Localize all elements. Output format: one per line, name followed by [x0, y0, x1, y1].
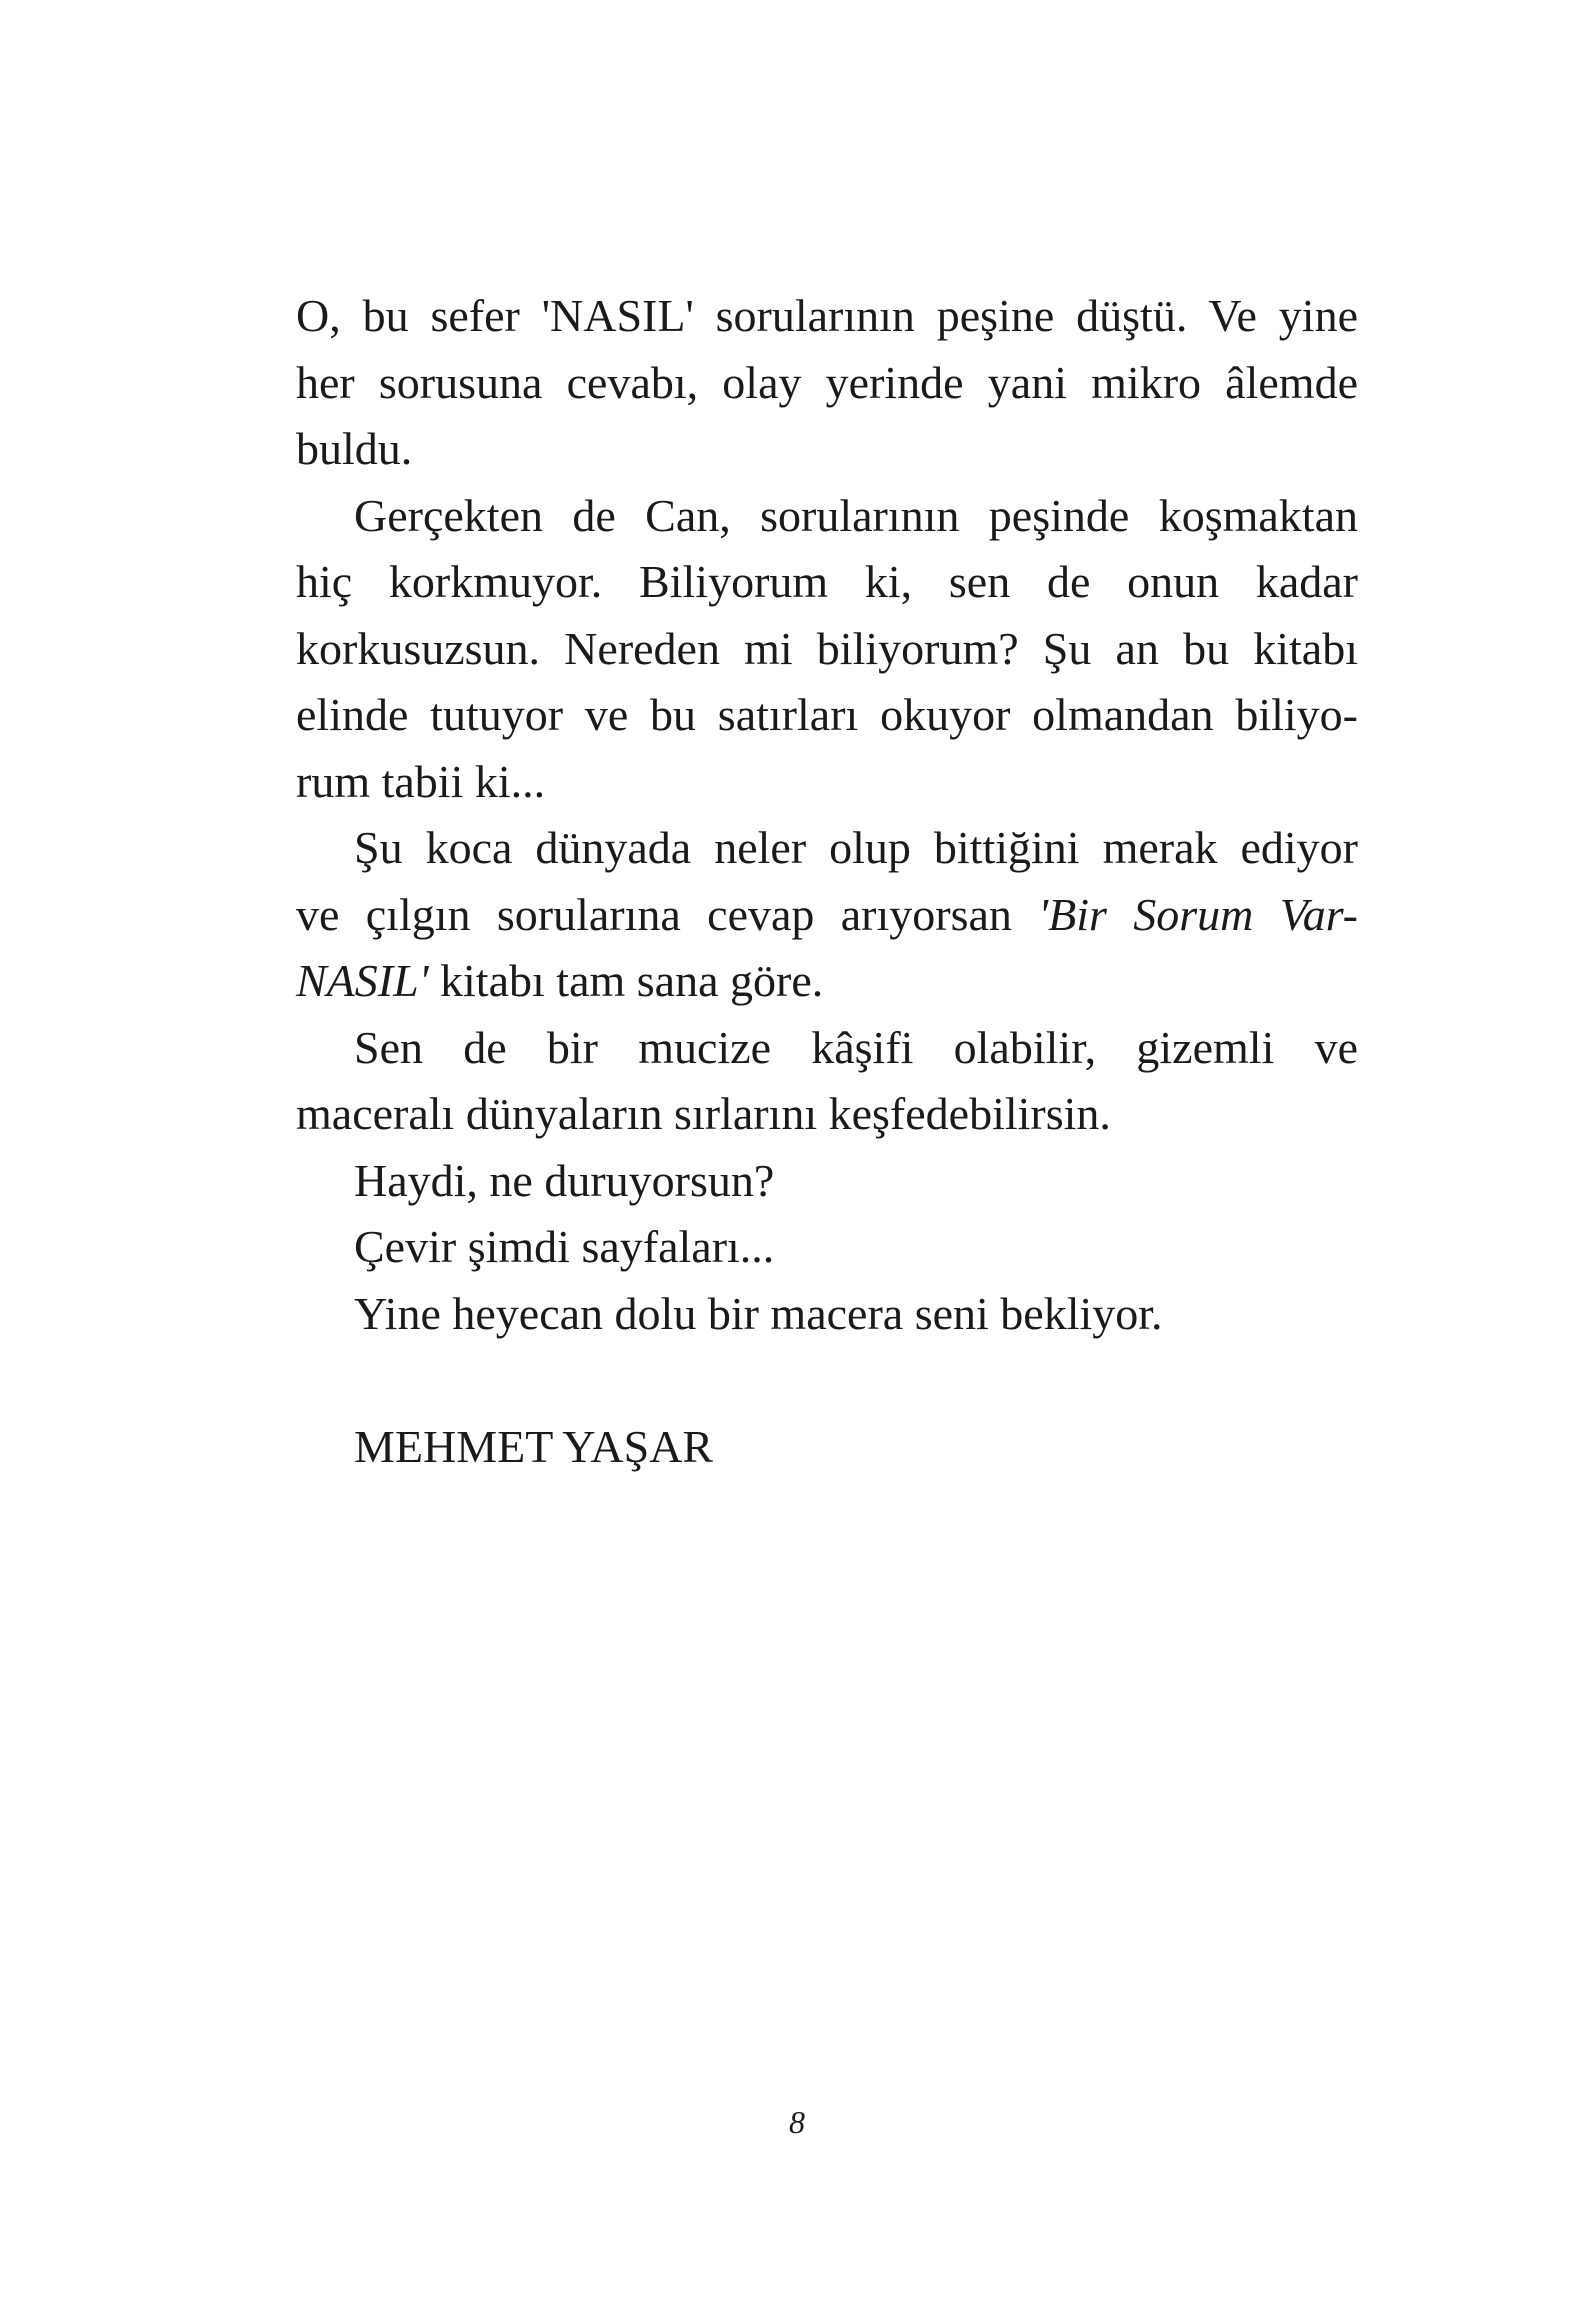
text-line: O, bu sefer 'NASIL' sorularının peşine düştü. Ve yine: [296, 290, 1358, 341]
text-line-plain: ve çılgın sorularına cevap arıyorsan: [296, 888, 1039, 940]
body-text: [296, 283, 1358, 1480]
text-line: her sorusuna cevabı, olay yerinde yani mikro âlemde: [296, 356, 1358, 408]
text-line: rum tabii ki...: [296, 755, 546, 807]
text-line: Şu koca dünyada neler olup bittiğini merak ediyor: [354, 822, 1358, 873]
text-line: maceralı dünyaların sırlarını keşfedebilirsin.: [296, 1088, 1111, 1139]
text-line: Yine heyecan dolu bir macera seni bekliyor.: [354, 1287, 1163, 1339]
spacer: [296, 1347, 1358, 1414]
book-title-italic: 'Bir Sorum Var-: [1038, 888, 1359, 940]
author-signature: MEHMET YAŞAR: [354, 1420, 714, 1472]
text-line: [296, 882, 1358, 949]
text-line: elinde tutuyor ve bu satırları okuyor olmandan biliyo-: [296, 689, 1358, 740]
page-number: 8: [789, 2104, 805, 2140]
text-line: Gerçekten de Can, sorularının peşinde koşmaktan: [354, 489, 1358, 541]
text-line: hiç korkmuyor. Biliyorum ki, sen de onun kadar: [296, 556, 1358, 607]
text-line: korkusuzsun. Nereden mi biliyorum? Şu an bu kitabı: [296, 622, 1358, 674]
text-line: [296, 948, 1358, 1015]
text-line: Sen de bir mucize kâşifi olabilir, gizemli ve: [354, 1021, 1358, 1073]
book-title-italic: NASIL': [296, 955, 429, 1006]
text-line: Çevir şimdi sayfaları...: [354, 1221, 775, 1272]
text-line: buldu.: [296, 423, 413, 474]
text-line: Haydi, ne duruyorsun?: [354, 1154, 775, 1206]
text-line-plain: kitabı tam sana göre.: [428, 955, 824, 1006]
